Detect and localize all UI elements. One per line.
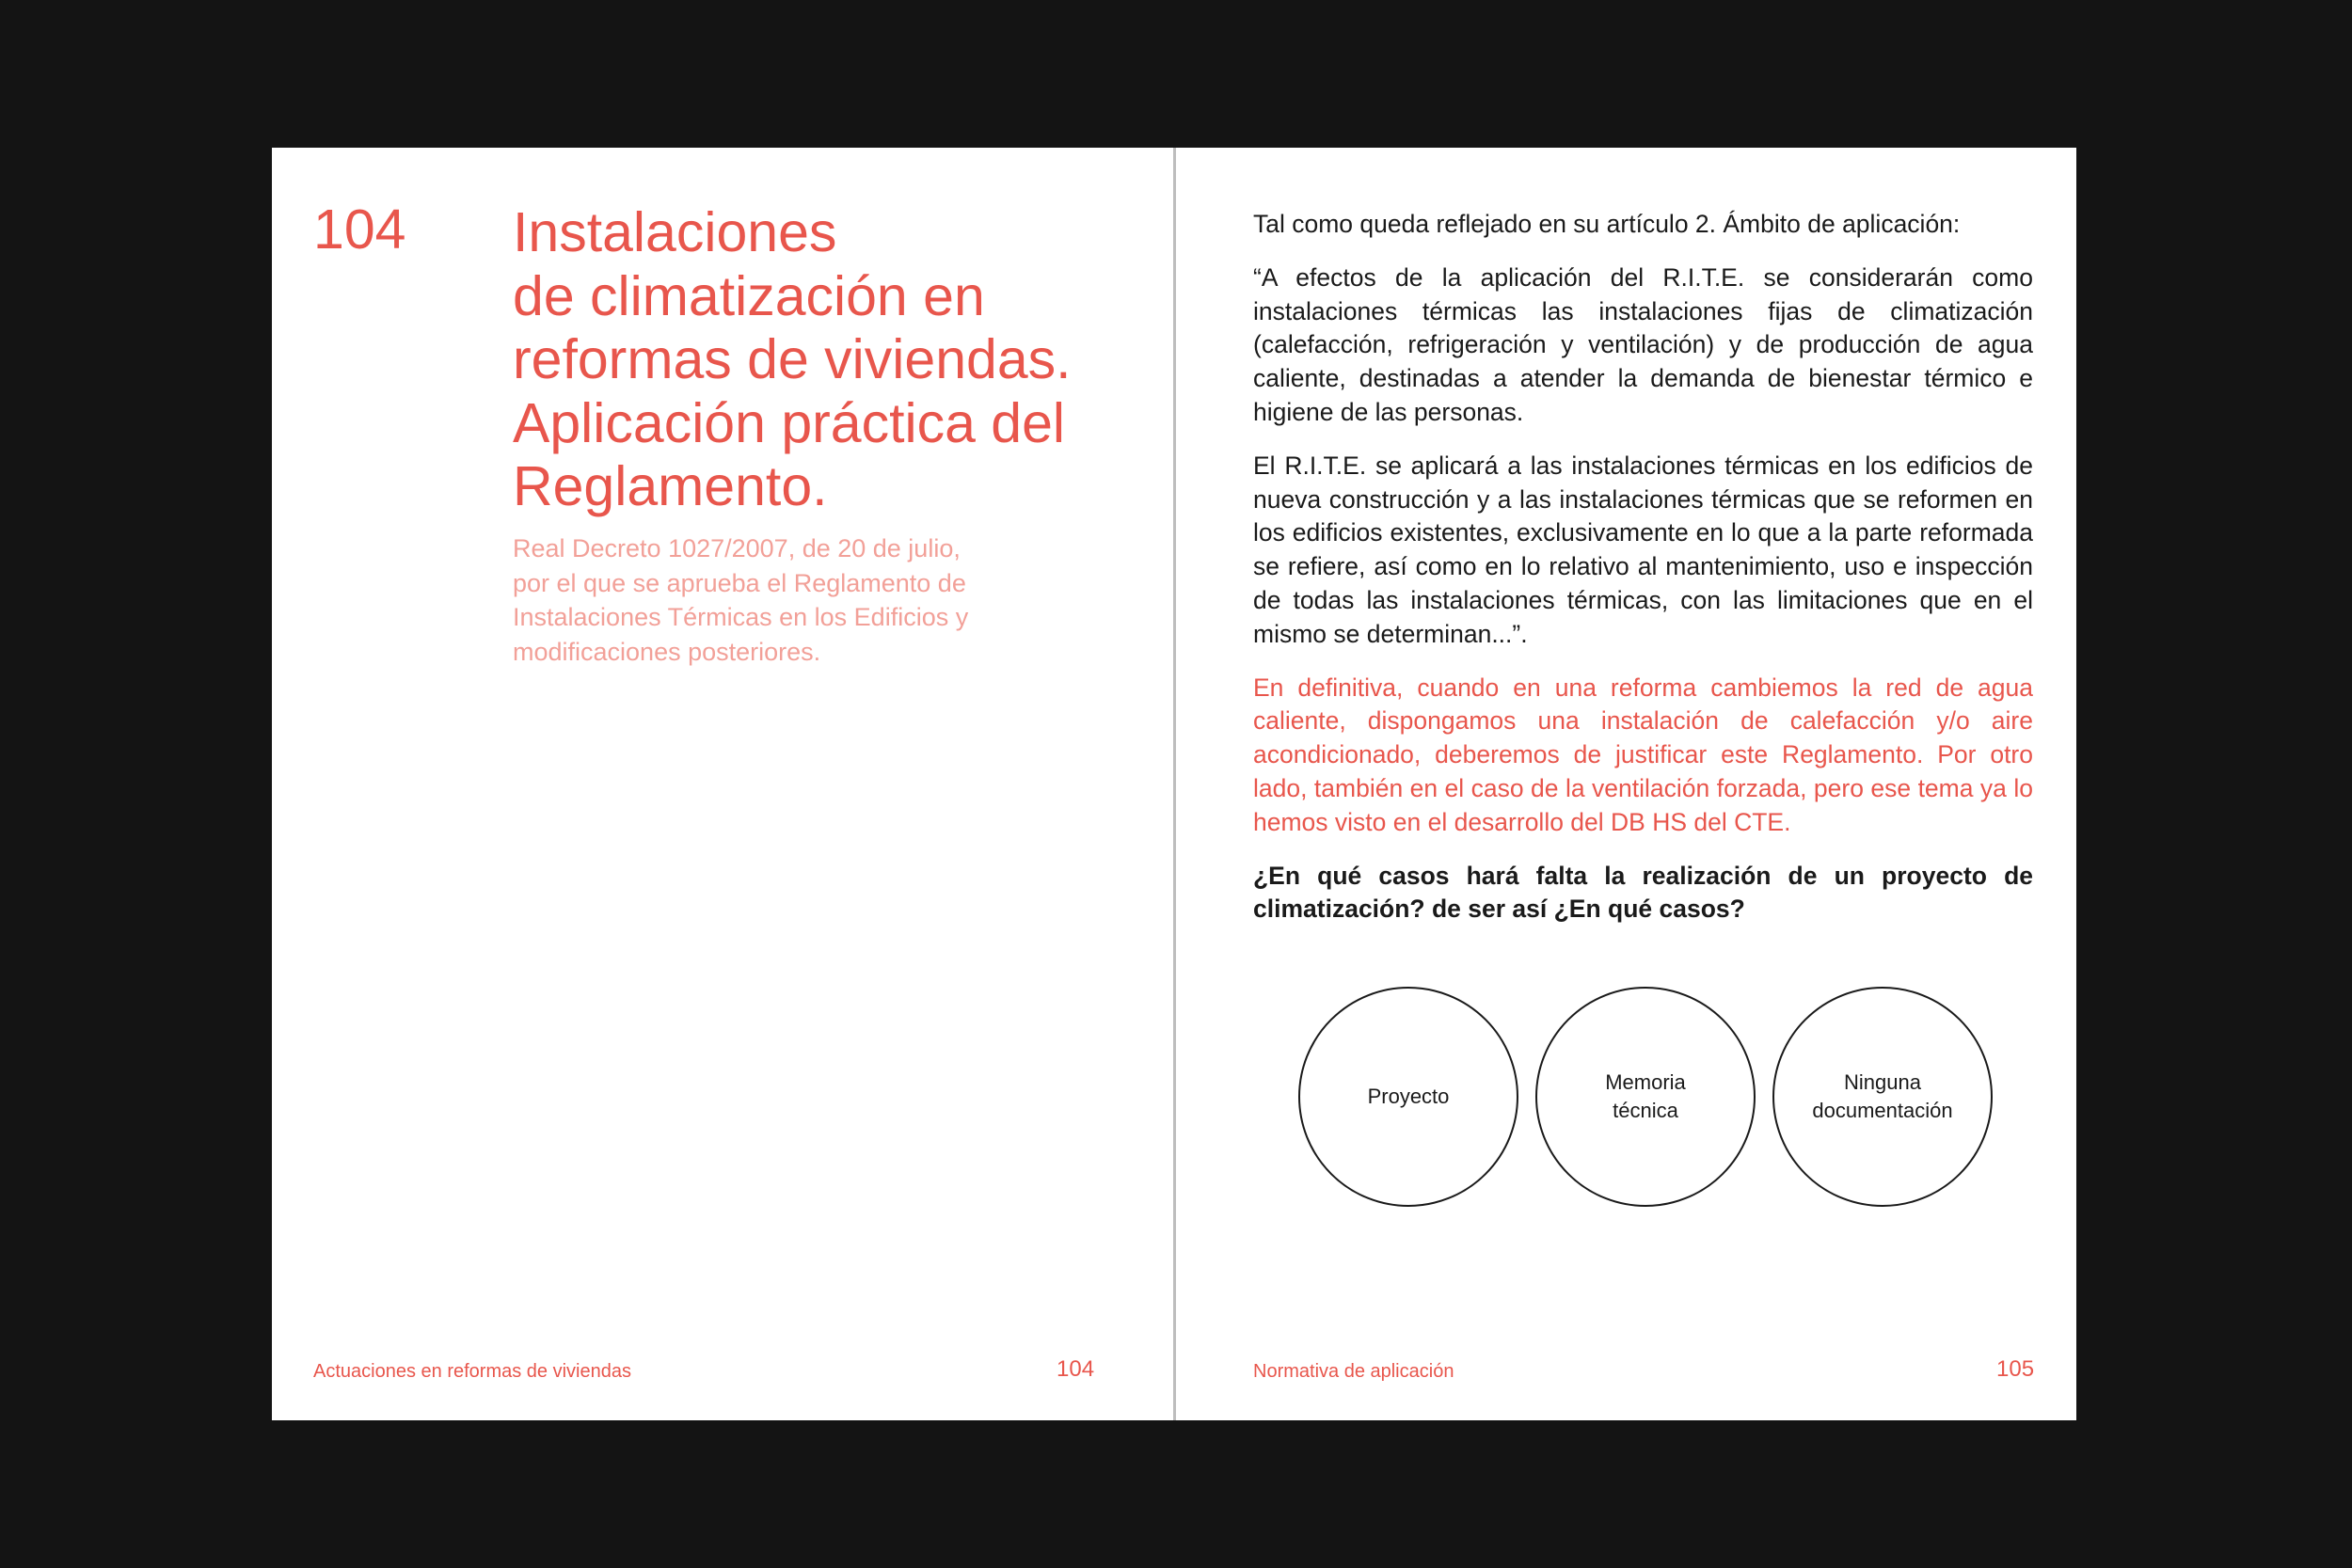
- chapter-title-line: Aplicación práctica del: [513, 391, 1066, 454]
- chapter-title-line: reformas de viviendas.: [513, 328, 1072, 390]
- quote-paragraph-1: “A efectos de la aplicación del R.I.T.E. se considerarán como instalaciones térmicas las instalaciones fijas de climatización (calefacción, refrigeración y ventilación) y de producción de agua caliente, destinadas a atender la demanda de bienestar térmico e higiene de las personas.: [1253, 262, 2033, 426]
- right-page-number: 105: [1996, 1356, 2035, 1382]
- option-circle-memoria-tecnica: Memoria técnica: [1535, 987, 1756, 1207]
- chapter-title-line: Instalaciones: [513, 201, 837, 263]
- chapter-subtitle: [513, 531, 1040, 669]
- chapter-title-line: Reglamento.: [513, 455, 828, 517]
- answer-options: [1298, 987, 1994, 1209]
- chapter-number: 104: [313, 198, 406, 261]
- option-circle-proyecto: Proyecto: [1298, 987, 1518, 1207]
- subtitle-line: modificaciones posteriores.: [513, 637, 821, 666]
- right-page-body: [1253, 208, 2033, 946]
- chapter-title-line: de climatización en: [513, 264, 985, 327]
- option-circle-ninguna-documentacion: Ninguna documentación: [1772, 987, 1993, 1207]
- subtitle-line: por el que se aprueba el Reglamento de: [513, 568, 966, 597]
- question-heading: ¿En qué casos hará falta la realización de un proyecto de climatización? de ser así ¿En qué casos?: [1253, 861, 2033, 924]
- left-footer-title: Actuaciones en reformas de viviendas: [313, 1361, 631, 1382]
- left-page-number: 104: [1057, 1356, 1095, 1382]
- subtitle-line: Instalaciones Térmicas en los Edificios y: [513, 603, 969, 631]
- quote-paragraph-2: El R.I.T.E. se aplicará a las instalaciones térmicas en los edificios de nueva construcción y a las instalaciones térmicas que se reformen en los edificios existentes, exclusivamente en lo que a la parte reformada se refiere, así como en lo relativo al mantenimiento, uso e inspección de todas las instalaciones térmicas, con las limitaciones que en el mismo se determinan...”.: [1253, 451, 2033, 648]
- chapter-title: [513, 201, 1134, 519]
- intro-paragraph: Tal como queda reflejado en su artículo 2. Ámbito de aplicación:: [1253, 210, 1961, 238]
- page-fold-divider: [1173, 148, 1176, 1420]
- conclusion-paragraph: En definitiva, cuando en una reforma cambiemos la red de agua caliente, dispongamos una instalación de calefacción y/o aire acondicionado, deberemos de justificar este Reglamento. Por otro lado, también en el caso de la ventilación forzada, pero ese tema ya lo hemos visto en el desarrollo del DB HS del CTE.: [1253, 673, 2033, 836]
- subtitle-line: Real Decreto 1027/2007, de 20 de julio,: [513, 534, 961, 562]
- book-spread: [272, 148, 2076, 1420]
- right-footer-title: Normativa de aplicación: [1253, 1361, 1454, 1382]
